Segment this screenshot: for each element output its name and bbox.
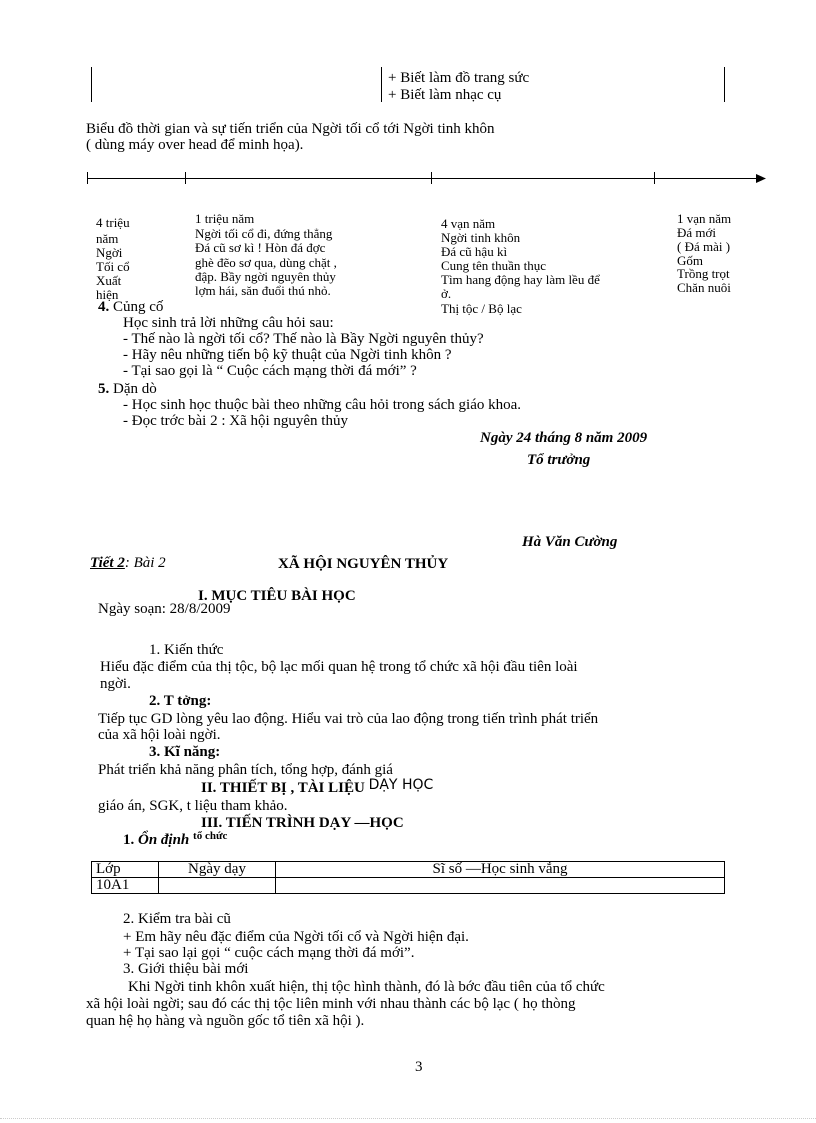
timeline-col3-4: Tìm hang động hay làm lều để <box>441 272 600 287</box>
table-header-cell: Sĩ số —Học sinh vắng <box>276 862 725 878</box>
section4-item: - Tại sao gọi là “ Cuộc cách mạng thời đá mới” ? <box>123 363 417 379</box>
top-box-left-border <box>91 67 92 102</box>
table-header-cell: Lớp <box>92 862 159 878</box>
muc-tieu-heading: I. MỤC TIÊU BÀI HỌC <box>198 588 356 604</box>
ki-nang-line1: Phát triển khả năng phân tích, tổng hợp, đánh giá <box>98 762 393 778</box>
section4-intro: Học sinh trả lời những câu hỏi sau: <box>123 315 334 331</box>
page-number: 3 <box>415 1059 423 1075</box>
timeline-col4-5: Chăn nuôi <box>677 280 731 295</box>
lesson-tiet: Tiết 2 <box>90 555 125 571</box>
table-row <box>92 878 725 894</box>
kien-thuc-heading: 1. Kiến thức <box>149 642 224 658</box>
tu-tuong-line1: Tiếp tục GD lòng yêu lao động. Hiểu vai trò của lao động trong tiến trình phát triển <box>98 711 599 727</box>
timeline-caption2: ( dùng máy over head để minh họa). <box>86 137 304 153</box>
top-box-middle-border <box>381 67 382 102</box>
timeline-col3-1: Ngời tinh khôn <box>441 230 521 245</box>
timeline-col2-4: đập. Bầy ngời nguyên thủy <box>195 269 336 284</box>
timeline-col4-0: 1 vạn năm <box>677 211 732 226</box>
lesson-label <box>90 556 166 571</box>
tu-tuong-heading: 2. T tởng: <box>149 693 212 709</box>
gioi-thieu-line1: Khi Ngời tinh khôn xuất hiện, thị tộc hình thành, đó là bớc đầu tiên của tổ chức <box>128 979 605 995</box>
timeline-col4-2: ( Đá mài ) <box>677 239 731 254</box>
on-dinh-number: 1. <box>123 832 135 848</box>
timeline-col1-3: Tối cổ <box>96 259 130 274</box>
gioi-thieu-heading: 3. Giới thiệu bài mới <box>123 961 249 977</box>
timeline-col1-2: Ngời <box>96 245 123 260</box>
timeline-col2-2: Đá cũ sơ kì ! Hòn đá đợc <box>195 240 326 255</box>
section5-heading <box>98 382 157 397</box>
ki-nang-heading: 3. Kĩ năng: <box>149 744 221 760</box>
kiem-tra-item: + Tại sao lại gọi “ cuộc cách mạng thời đá mới”. <box>123 945 415 961</box>
kien-thuc-line2: ngời. <box>100 676 131 692</box>
timeline-col2-0: 1 triệu năm <box>195 211 255 226</box>
timeline-tick <box>87 172 88 184</box>
timeline-col4-4: Trồng trọt <box>677 266 730 281</box>
section5-title: Dặn dò <box>109 381 157 397</box>
table-cell <box>159 878 276 894</box>
kien-thuc-line1: Hiểu đặc điểm của thị tộc, bộ lạc mối quan hệ trong tổ chức xã hội đầu tiên loài <box>100 659 578 675</box>
timeline-col1-1: năm <box>96 231 119 246</box>
section4-title: Củng cố <box>109 299 164 315</box>
on-dinh-tail: tổ chức <box>193 830 228 842</box>
timeline-col3-3: Cung tên thuần thục <box>441 258 547 273</box>
thiet-bi-tail: DẠY HỌC <box>368 777 434 793</box>
section4-number: 4. <box>98 299 110 315</box>
ngay-soan: Ngày soạn: 28/8/2009 <box>98 601 231 617</box>
page-bottom-divider <box>0 1118 816 1119</box>
timeline-tick <box>654 172 655 184</box>
timeline-col3-2: Đá cũ hậu kì <box>441 244 508 259</box>
lesson-bai: : Bài 2 <box>124 555 166 571</box>
timeline-col4-3: Gốm <box>677 253 703 268</box>
thiet-bi-line1: giáo án, SGK, t liệu tham khảo. <box>98 798 288 814</box>
timeline-tick <box>431 172 432 184</box>
on-dinh-title: Ổn định <box>134 832 190 848</box>
signature-role: Tổ trưởng <box>527 452 591 468</box>
section4-item: - Hãy nêu những tiến bộ kỹ thuật của Ngời tinh khôn ? <box>123 347 452 363</box>
thiet-bi-heading <box>201 777 434 796</box>
timeline-col3-6: Thị tộc / Bộ lạc <box>441 301 522 316</box>
timeline-caption1: Biểu đồ thời gian và sự tiến triển của Ngời tối cổ tới Ngời tinh khôn <box>86 121 495 137</box>
section5-item: - Đọc trớc bài 2 : Xã hội nguyên thủy <box>123 413 348 429</box>
signature-name: Hà Văn Cường <box>522 534 618 550</box>
timeline-tick <box>185 172 186 184</box>
timeline-col3-5: ở. <box>441 286 452 301</box>
timeline-col1-5: hiện <box>96 287 119 302</box>
timeline-col2-3: ghè đẽo sơ qua, dùng chặt , <box>195 255 337 270</box>
section5-item: - Học sinh học thuộc bài theo những câu hỏi trong sách giáo khoa. <box>123 397 522 413</box>
tu-tuong-line2: của xã hội loài ngời. <box>98 727 221 743</box>
top-box-line2: + Biết làm nhạc cụ <box>388 87 502 103</box>
top-box-line1: + Biết làm đồ trang sức <box>388 70 530 86</box>
timeline-col2-5: lợm hái, săn đuổi thú nhỏ. <box>195 283 331 298</box>
timeline-axis <box>87 178 757 179</box>
table-header-row <box>92 862 725 878</box>
timeline-arrowhead <box>756 174 766 183</box>
timeline-col1-4: Xuất <box>96 273 122 288</box>
table-header-cell: Ngày dạy <box>159 862 276 878</box>
tien-trinh-heading: III. TIẾN TRÌNH DẠY —HỌC <box>201 815 404 831</box>
table-cell <box>276 878 725 894</box>
timeline-col4-1: Đá mới <box>677 225 717 240</box>
kiem-tra-heading: 2. Kiểm tra bài cũ <box>123 911 231 927</box>
timeline-col3-0: 4 vạn năm <box>441 216 496 231</box>
thiet-bi-title: II. THIẾT BỊ , TÀI LIỆU <box>201 780 365 796</box>
section5-number: 5. <box>98 381 110 397</box>
lesson-title: XÃ HỘI NGUYÊN THỦY <box>278 556 449 572</box>
timeline-col1-0: 4 triệu <box>96 215 130 230</box>
on-dinh-heading <box>123 830 228 848</box>
kiem-tra-item: + Em hãy nêu đặc điểm của Ngời tối cổ và Ngời hiện đại. <box>123 929 469 945</box>
gioi-thieu-line3: quan hệ họ hàng và nguồn gốc tổ tiên xã hội ). <box>86 1013 365 1029</box>
gioi-thieu-line2: xã hội loài ngời; sau đó các thị tộc liên minh với nhau thành các bộ lạc ( họ thòng <box>86 996 576 1012</box>
signature-date: Ngày 24 tháng 8 năm 2009 <box>480 430 648 446</box>
table-cell: 10A1 <box>92 878 159 894</box>
section4-item: - Thế nào là ngời tối cổ? Thế nào là Bầy Ngời nguyên thủy? <box>123 331 484 347</box>
top-box-right-border <box>724 67 725 102</box>
timeline-col2-1: Ngời tối cổ đi, đứng thẳng <box>195 226 333 241</box>
class-table <box>91 861 725 894</box>
section4-heading <box>98 300 163 315</box>
